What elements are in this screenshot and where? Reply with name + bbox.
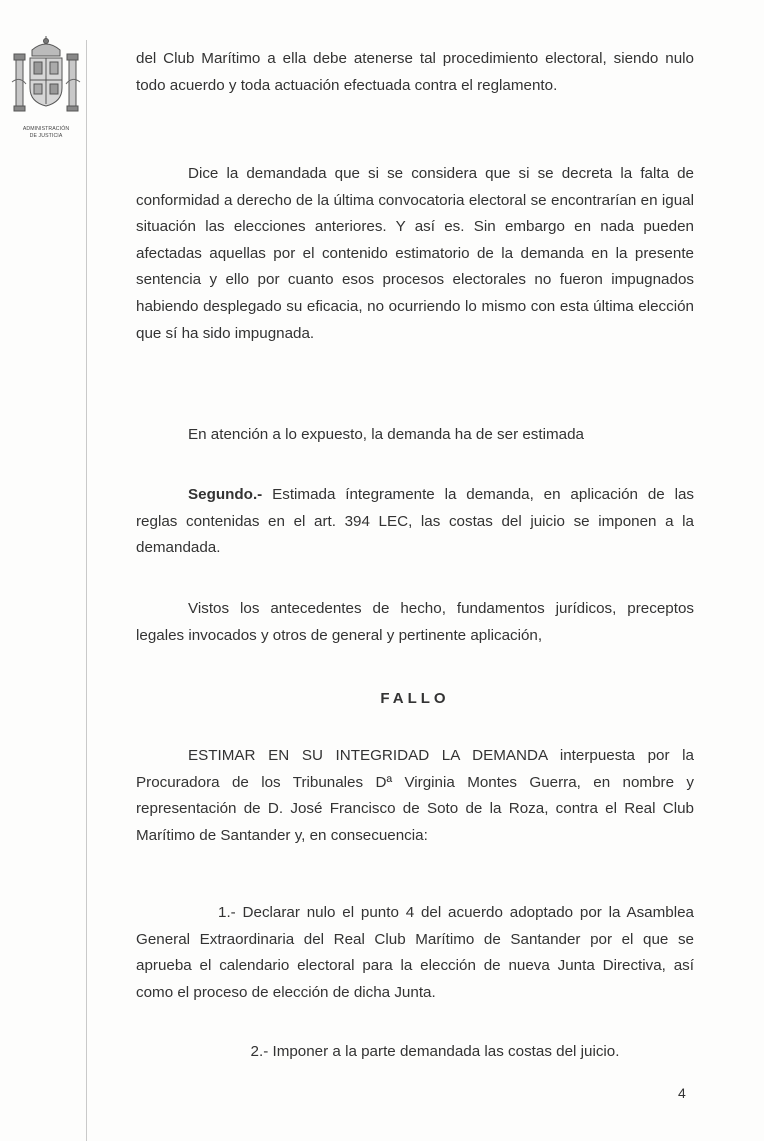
paragraph-text: Dice la demandada que si se considera que si se decreta la falta de conformidad a derecho de la última convocatoria electoral se encontrarían en igual situación las elecciones anteriores. Y así es. Sin embargo en nada pueden afectadas aquellas por el contenido estimatorio de la demanda en la presente sentencia y ello por cuanto esos procesos electorales no fueron impugnados habiendo desplegado su eficacia, no ocurriendo lo mismo con esta última elección que sí ha sido impugnada. (136, 165, 694, 342)
paragraph-vistos (136, 596, 694, 649)
paragraph-ruling-1 (136, 900, 694, 1006)
emblem-caption-line1: ADMINISTRACIÓN (22, 126, 70, 132)
segundo-body: Estimada íntegramente la demanda, en aplicación de las reglas contenidas en el art. 394 LEC, las costas del juicio se imponen a la demandada. (136, 486, 694, 557)
paragraph-demandada-argument (136, 161, 694, 347)
margin-rule (86, 40, 87, 1141)
emblem-caption (4, 126, 88, 139)
paragraph-continuation (136, 46, 694, 99)
paragraph-ruling-2 (136, 1039, 694, 1066)
paragraph-conclusion (136, 422, 694, 449)
paragraph-text: ESTIMAR EN SU INTEGRIDAD LA DEMANDA interpuesta por la Procuradora de los Tribunales Dª Virginia Montes Guerra, en nombre y representación de D. José Francisco de Soto de la Roza, contra el Real Club Marítimo de Santander y, en consecuencia: (136, 747, 694, 844)
paragraph-text: 1.- Declarar nulo el punto 4 del acuerdo adoptado por la Asamblea General Extraordinaria del Real Club Marítimo de Santander por el que se aprueba el calendario electoral para la elección de nueva Junta Directiva, así como el proceso de elección de dicha Junta. (136, 904, 694, 1001)
page-number: 4 (678, 1085, 686, 1101)
paragraph-text: Vistos los antecedentes de hecho, fundamentos jurídicos, preceptos legales invocados y otros de general y pertinente aplicación, (136, 600, 694, 644)
coat-of-arms-emblem (4, 36, 88, 146)
paragraph-text: del Club Marítimo a ella debe atenerse tal procedimiento electoral, siendo nulo todo acuerdo y toda actuación efectuada contra el reglamento. (136, 50, 694, 94)
emblem-caption-line2: DE JUSTICIA (29, 132, 63, 139)
paragraph-segundo (136, 482, 694, 562)
paragraph-text: En atención a lo expuesto, la demanda ha de ser estimada (188, 426, 584, 443)
paragraph-text (136, 482, 694, 562)
fallo-heading: FALLO (380, 690, 450, 707)
segundo-heading: Segundo.- (188, 486, 263, 503)
paragraph-text: 2.- Imponer a la parte demandada las costas del juicio. (250, 1043, 620, 1060)
coat-of-arms-icon (10, 36, 82, 124)
paragraph-estimar (136, 743, 694, 849)
